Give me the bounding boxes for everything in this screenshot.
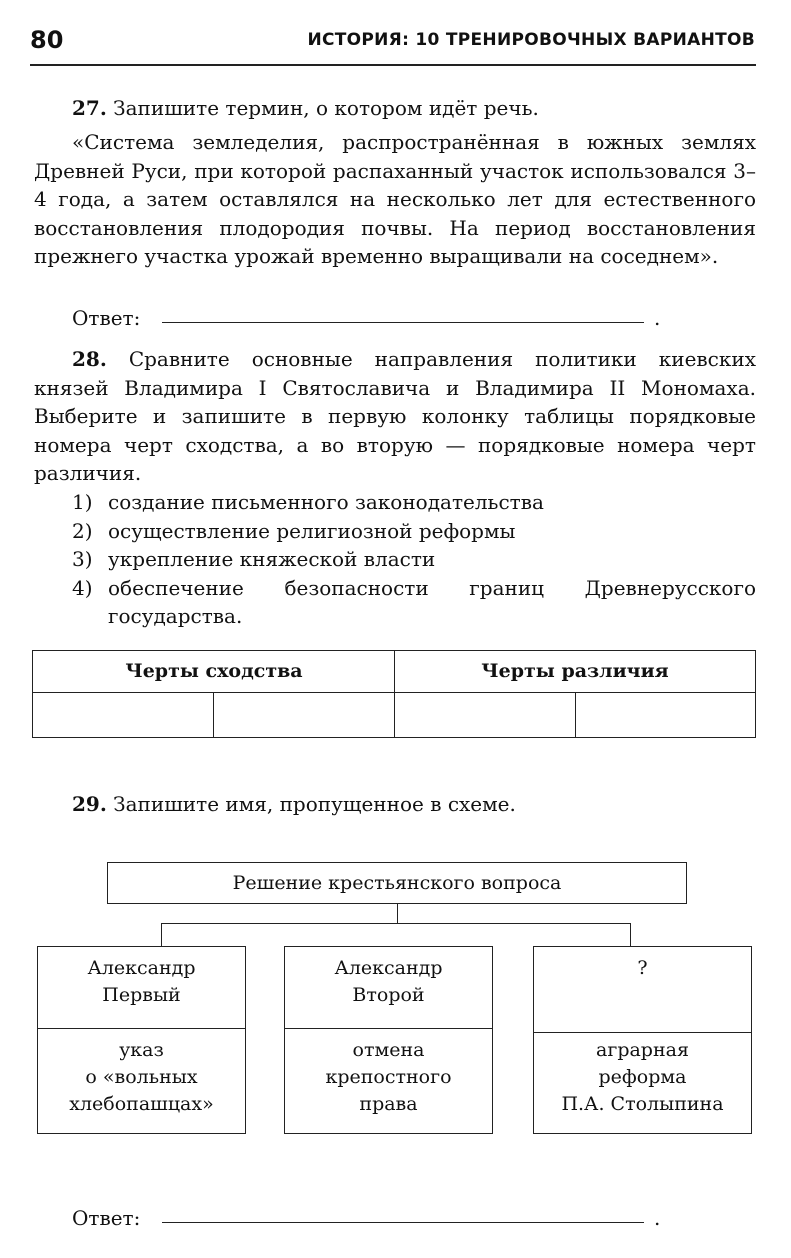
box-divider: [285, 1028, 492, 1029]
ruler-name-line: Второй: [352, 984, 425, 1006]
list-item: [72, 574, 756, 631]
q29-answer-label: Ответ:: [72, 1206, 141, 1230]
connector-line: [161, 923, 162, 946]
q27-answer-line[interactable]: [162, 322, 644, 323]
reform-description: [285, 1037, 492, 1118]
connector-line: [397, 904, 398, 924]
q29-answer-line[interactable]: [162, 1222, 644, 1223]
list-item: [72, 517, 756, 546]
reform-line: о «вольных: [85, 1066, 198, 1088]
q27-number: 27.: [72, 96, 107, 120]
missing-name-placeholder[interactable]: [534, 955, 751, 982]
reform-line: П.А. Столыпина: [561, 1093, 724, 1115]
q27-answer-end: .: [654, 306, 661, 330]
item-number: 1): [72, 490, 93, 514]
reform-line: крепостного: [325, 1066, 452, 1088]
box-divider: [38, 1028, 245, 1029]
connector-line: [630, 923, 631, 946]
item-text: осуществление религиозной реформы: [108, 518, 516, 543]
table-header-differences: Черты различия: [481, 660, 669, 682]
reform-description: [38, 1037, 245, 1118]
ruler-name-line: Первый: [102, 984, 181, 1006]
scheme-root-box: [107, 862, 687, 904]
reform-line: реформа: [598, 1066, 687, 1088]
list-item: [72, 488, 756, 517]
q29-answer-end: .: [654, 1206, 661, 1230]
q29-prompt: Запишите имя, пропущенное в схеме.: [106, 792, 516, 816]
ruler-name: [285, 955, 492, 1009]
scheme-branch-box: [37, 946, 246, 1134]
ruler-name-line: Александр: [334, 957, 443, 979]
q27-heading: [72, 94, 539, 122]
q27-prompt: Запишите термин, о котором идёт речь.: [106, 96, 539, 120]
connector-line: [161, 923, 631, 924]
reform-line: отмена: [352, 1039, 425, 1061]
scheme-root-label: Решение крестьянского вопроса: [232, 872, 562, 894]
item-number: 4): [72, 575, 93, 600]
table-divider: [575, 692, 576, 737]
table-divider: [394, 651, 395, 737]
box-divider: [534, 1032, 751, 1033]
q29-heading: [72, 790, 516, 818]
q28-options-list: [72, 488, 756, 631]
answer-cell-similarity-2[interactable]: [215, 693, 394, 737]
q28-text: [34, 345, 756, 488]
answer-cell-difference-2[interactable]: [577, 693, 755, 737]
page-number: 80: [30, 26, 64, 54]
item-text: обеспечение безопасности границ Древнерусского государства.: [108, 575, 756, 628]
item-number: 3): [72, 547, 93, 571]
item-number: 2): [72, 518, 93, 543]
answer-table: [32, 650, 756, 738]
reform-line: аграрная: [596, 1039, 689, 1061]
item-text: укрепление княжеской власти: [108, 547, 436, 571]
q27-answer-label: Ответ:: [72, 306, 141, 330]
reform-line: хлебопашцах»: [69, 1093, 214, 1115]
q28-number: 28.: [72, 347, 107, 371]
q28-body: Сравните основные направления политики киевских князей Владимира I Святославича и Владимира II Мономаха. Выберите и запишите в первую колонку таблицы порядковые номера черт сходства, а во вторую — порядковые номера черт различия.: [34, 347, 756, 485]
question-mark: ?: [637, 957, 648, 979]
table-divider: [213, 692, 214, 737]
running-title: ИСТОРИЯ: 10 ТРЕНИРОВОЧНЫХ ВАРИАНТОВ: [307, 30, 755, 50]
q27-text: «Система земледелия, распространённая в южных землях Древней Руси, при которой распаханный участок использовался 3–4 года, а затем оставлялся на несколько лет для естественного восстановления плодородия почвы. На период восстановления прежнего участка урожай временно выращивали на соседнем».: [34, 130, 756, 268]
header-rule: [30, 64, 756, 66]
list-item: [72, 545, 756, 574]
ruler-name: [38, 955, 245, 1009]
table-header-similarities: Черты сходства: [125, 660, 303, 682]
ruler-name-line: Александр: [87, 957, 196, 979]
answer-cell-difference-1[interactable]: [396, 693, 575, 737]
q29-number: 29.: [72, 792, 107, 816]
reform-line: права: [359, 1093, 418, 1115]
reform-line: указ: [119, 1039, 164, 1061]
item-text: создание письменного законодательства: [108, 490, 544, 514]
reform-description: [534, 1037, 751, 1118]
answer-cell-similarity-1[interactable]: [33, 693, 213, 737]
scheme-branch-box: [284, 946, 493, 1134]
scheme-branch-box-missing: [533, 946, 752, 1134]
